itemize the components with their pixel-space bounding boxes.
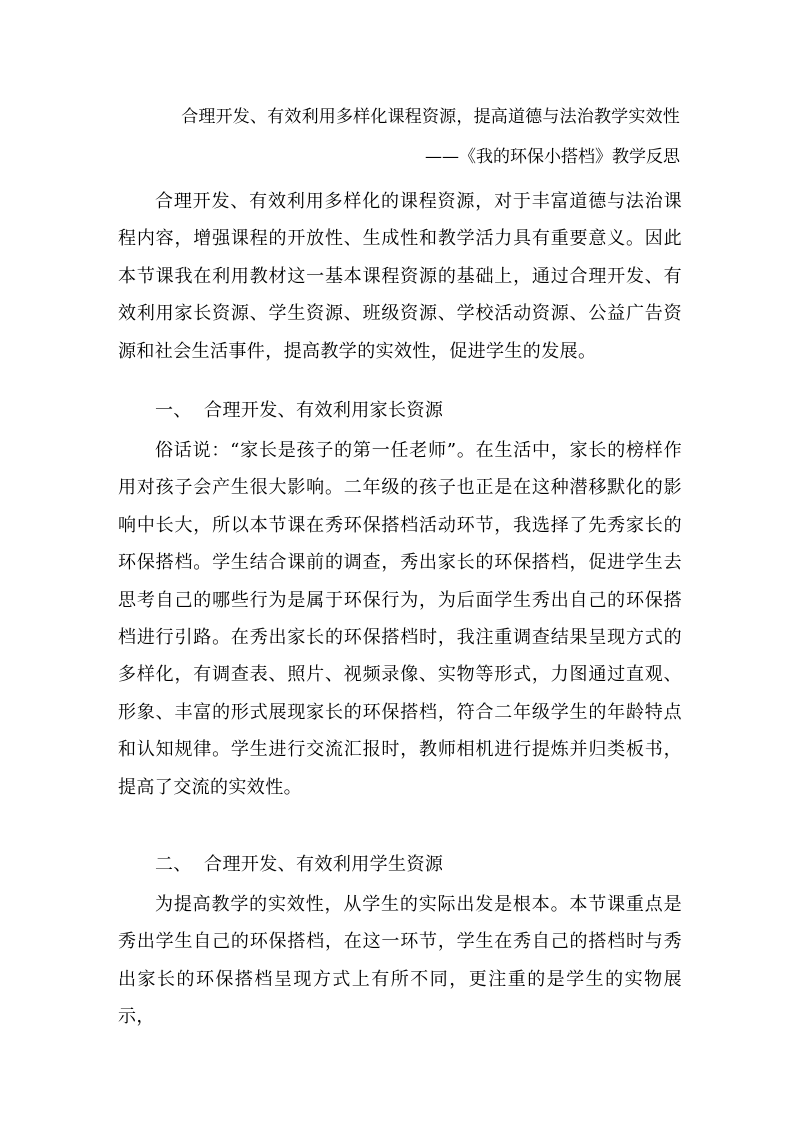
document-title: 合理开发、有效利用多样化课程资源，提高道德与法治教学实效性 (181, 107, 680, 127)
section-1-paragraph: 俗话说：“家长是孩子的第一任老师”。在生活中，家长的榜样作用对孩子会产生很大影响。二年级的孩子也正是在这种潜移默化的影响中长大，所以本节课在秀环保搭档活动环节，我选择了先秀家长的环保搭档。学生结合课前的调查，秀出家长的环保搭档，促进学生去思考自己的哪些行为是属于环保行为，为后面学生秀出自己的环保搭档进行引路。在秀出家长的环保搭档时，我注重调查结果呈现方式的多样化，有调查表、照片、视频录像、实物等形式，力图通过直观、形象、丰富的形式展现家长的环保搭档，符合二年级学生的年龄特点和认知规律。学生进行交流汇报时，教师相机进行提炼并归类板书，提高了交流的实效性。 (118, 440, 682, 798)
document-subtitle: ——《我的环保小搭档》教学反思 (425, 147, 680, 167)
section-2-heading: 二、 合理开发、有效利用学生资源 (155, 854, 444, 875)
intro-paragraph: 合理开发、有效利用多样化的课程资源，对于丰富道德与法治课程内容，增强课程的开放性、生成性和教学活力具有重要意义。因此本节课我在利用教材这一基本课程资源的基础上，通过合理开发、有效利用家长资源、学生资源、班级资源、学校活动资源、公益广告资源和社会生活事件，提高教学的实效性，促进学生的发展。 (118, 191, 682, 362)
section-1-heading: 一、 合理开发、有效利用家长资源 (155, 400, 444, 421)
section-2-paragraph: 为提高教学的实效性，从学生的实际出发是根本。本节课重点是秀出学生自己的环保搭档，在这一环节，学生在秀自己的搭档时与秀出家长的环保搭档呈现方式上有所不同，更注重的是学生的实物展示， (118, 894, 682, 1028)
